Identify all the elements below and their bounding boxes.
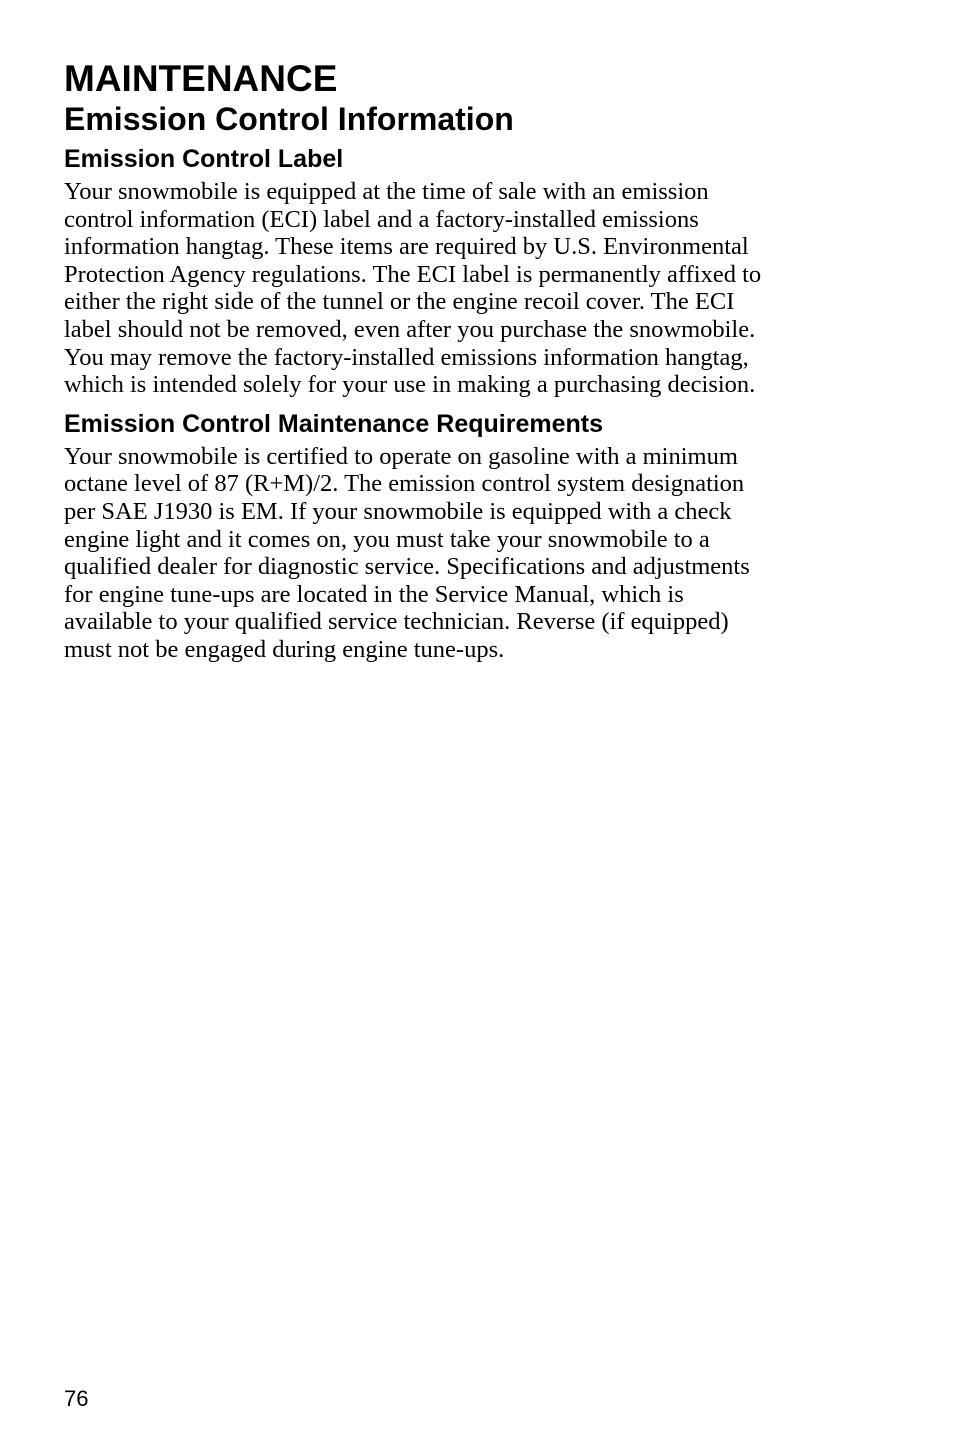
paragraph-maintenance-requirements: Your snowmobile is certified to operate on gasoline with a minimum octane level of 87 (R+M)/2. The emission control system designation per SAE J1930 is EM. If your snowmobile is equipped with a check engine light and it comes on, you must take your snowmobile to a qualified dealer for diagnostic service. Specifications and adjustments for engine tune-ups are located in the Service Manual, which is available to your qualified service technician. Reverse (if equipped) must not be engaged during engine tune-ups. [64, 442, 750, 663]
chapter-title: MAINTENANCE [64, 58, 338, 99]
manual-page [64, 58, 864, 674]
subsection-title-maintenance-requirements: Emission Control Maintenance Requirements [64, 409, 603, 438]
page-number: 76 [64, 1386, 89, 1411]
paragraph-emission-label: Your snowmobile is equipped at the time of sale with an emission control information (ECI) label and a factory-installed emissions information hangtag. These items are required by U.S. Environmental Protection Agency regulations. The ECI label is permanently affixed to either the right side of the tunnel or the engine recoil cover. The ECI label should not be removed, even after you purchase the snowmobile. You may remove the factory-installed emissions information hangtag, which is intended solely for your use in making a purchasing decision. [64, 178, 762, 399]
emission-label-section [64, 144, 864, 399]
section-title: Emission Control Information [64, 101, 514, 137]
subsection-title-emission-label: Emission Control Label [64, 145, 344, 173]
maintenance-requirements-section [64, 409, 864, 664]
